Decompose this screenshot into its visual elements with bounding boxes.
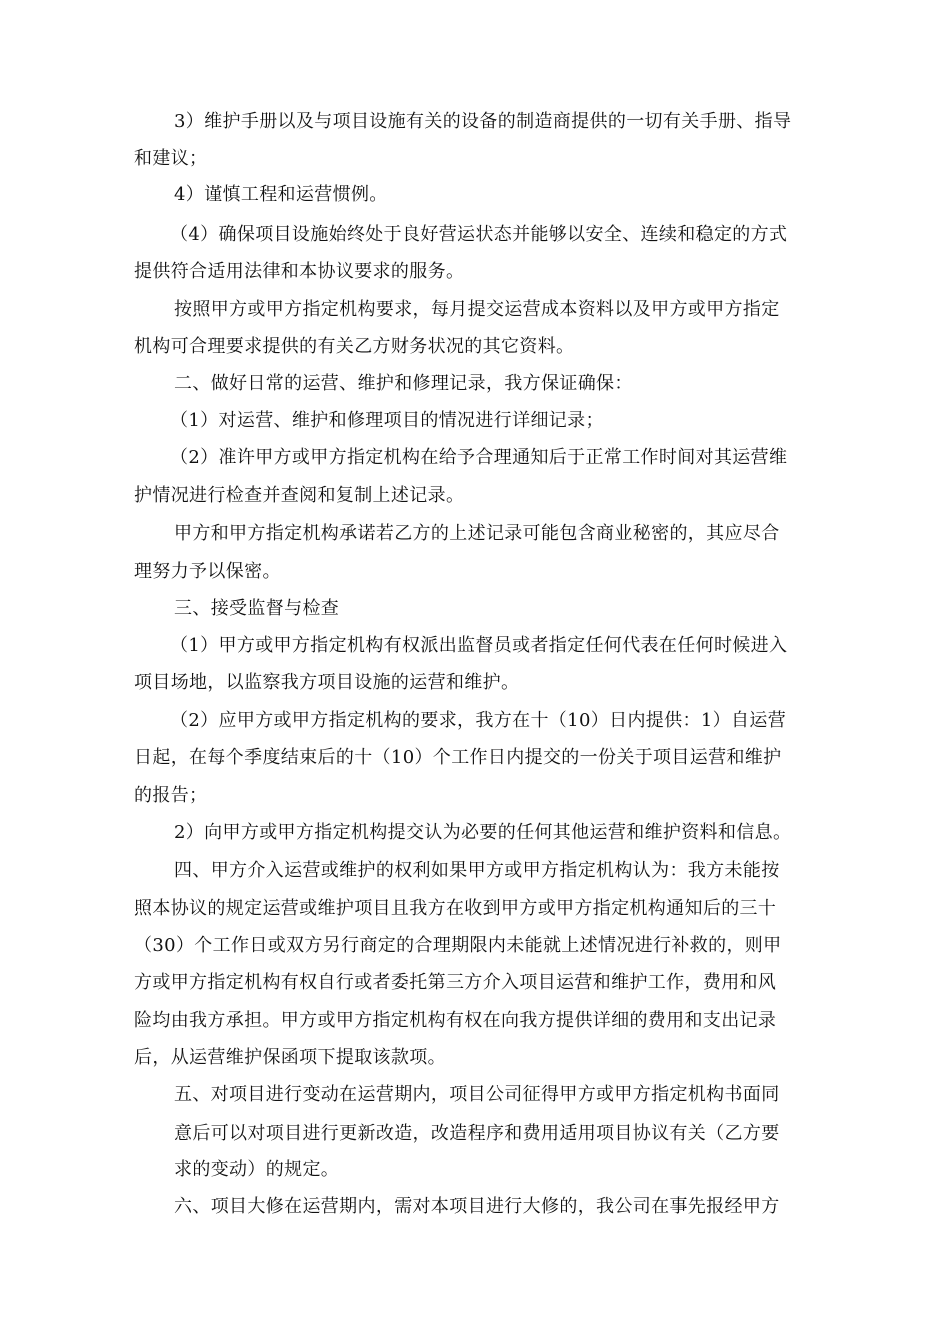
text-line: 二、做好日常的运营、维护和修理记录，我方保证确保： [174,373,633,394]
text-line: 项目场地，以监察我方项目设施的运营和维护。 [134,672,520,693]
text-line: 甲方和甲方指定机构承诺若乙方的上述记录可能包含商业秘密的，其应尽合 [174,523,780,544]
text-line: 险均由我方承担。甲方或甲方指定机构有权在向我方提供详细的费用和支出记录 [134,1010,777,1031]
text-line: （2）准许甲方或甲方指定机构在给予合理通知后于正常工作时间对其运营维 [170,447,788,468]
text-line: （30）个工作日或双方另行商定的合理期限内未能就上述情况进行补救的，则甲 [134,935,782,956]
text-line: （1）对运营、维护和修理项目的情况进行详细记录； [170,410,604,431]
text-line: 和建议； [134,148,208,169]
text-line: 日起，在每个季度结束后的十（10）个工作日内提交的一份关于项目运营和维护 [134,747,782,768]
text-line: 六、项目大修在运营期内，需对本项目进行大修的，我公司在事先报经甲方 [174,1196,780,1217]
text-line: 求的变动）的规定。 [174,1159,340,1180]
text-line: 机构可合理要求提供的有关乙方财务状况的其它资料。 [134,336,575,357]
text-line: 3）维护手册以及与项目设施有关的设备的制造商提供的一切有关手册、指导 [174,111,792,132]
text-line: 五、对项目进行变动在运营期内，项目公司征得甲方或甲方指定机构书面同 [174,1084,780,1105]
text-line: 意后可以对项目进行更新改造，改造程序和费用适用项目协议有关（乙方要 [174,1123,780,1144]
text-line: 理努力予以保密。 [134,561,281,582]
text-line: 2）向甲方或甲方指定机构提交认为必要的任何其他运营和维护资料和信息。 [174,822,792,843]
text-line: （2）应甲方或甲方指定机构的要求，我方在十（10）日内提供：1）自运营 [170,710,787,731]
text-line: 后，从运营维护保函项下提取该款项。 [134,1047,446,1068]
text-line: 的报告； [134,785,208,806]
text-line: 四、甲方介入运营或维护的权利如果甲方或甲方指定机构认为：我方未能按 [174,860,780,881]
text-line: （4）确保项目设施始终处于良好营运状态并能够以安全、连续和稳定的方式 [170,224,788,245]
text-line: （1）甲方或甲方指定机构有权派出监督员或者指定任何代表在任何时候进入 [170,635,788,656]
text-line: 三、接受监督与检查 [174,598,340,619]
text-line: 提供符合适用法律和本协议要求的服务。 [134,261,465,282]
text-line: 按照甲方或甲方指定机构要求，每月提交运营成本资料以及甲方或甲方指定 [174,299,780,320]
text-line: 4）谨慎工程和运营惯例。 [174,184,388,205]
text-line: 方或甲方指定机构有权自行或者委托第三方介入项目运营和维护工作，费用和风 [134,972,777,993]
text-line: 照本协议的规定运营或维护项目且我方在收到甲方或甲方指定机构通知后的三十 [134,898,777,919]
text-line: 护情况进行检查并查阅和复制上述记录。 [134,485,465,506]
